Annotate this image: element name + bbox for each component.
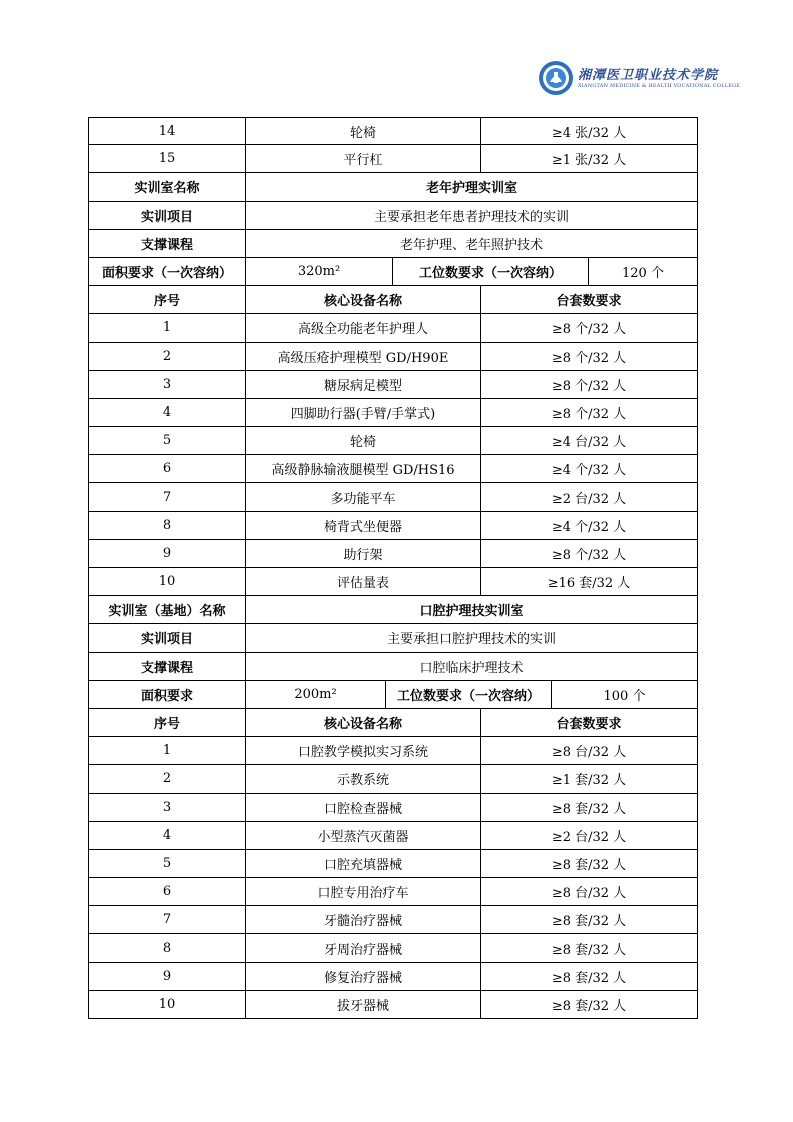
equipment-name: 拔牙器械: [246, 991, 481, 1018]
equipment-quantity: ≥4 台/32 人: [551, 435, 627, 451]
equipment-name: 牙周治疗器械: [246, 934, 481, 961]
lab-name-row: [88, 173, 698, 201]
table-row: [88, 512, 698, 540]
lab-area-row: [88, 258, 698, 286]
equipment-quantity: ≥8 台/32 人: [551, 745, 627, 761]
row-number: 4: [89, 399, 246, 426]
equipment-quantity: ≥8 个/32 人: [551, 322, 627, 338]
equipment-quantity: ≥8 套/32 人: [551, 942, 627, 958]
equipment-name: 高级全功能老年护理人: [246, 314, 481, 341]
row-number: 8: [89, 512, 246, 539]
equipment-quantity: ≥8 个/32 人: [551, 350, 627, 366]
equipment-name: 糖尿病足模型: [246, 371, 481, 398]
college-name-cn: 湘潭医卫职业技术学院: [578, 68, 719, 83]
table-row: [88, 906, 698, 934]
equipment-name: 口腔充填器械: [246, 850, 481, 877]
table-row: [88, 850, 698, 878]
row-number: 5: [89, 427, 246, 454]
equipment-name: 示教系统: [246, 765, 481, 792]
lab-course-label: 支撑课程: [89, 230, 246, 257]
lab-project-label: 实训项目: [89, 202, 246, 229]
table-row: [88, 540, 698, 568]
equipment-name: 轮椅: [246, 118, 481, 144]
table-row: [88, 568, 698, 596]
equipment-quantity: ≥1 套/32 人: [551, 773, 627, 789]
lab-name-value: 口腔护理技实训室: [419, 604, 524, 620]
lab-project-label: 实训项目: [89, 624, 246, 651]
row-number: 10: [89, 991, 246, 1018]
row-number: 7: [89, 906, 246, 933]
table-row: [88, 117, 698, 145]
row-number: 9: [89, 963, 246, 990]
table-row: [88, 343, 698, 371]
table-row: [88, 822, 698, 850]
equipment-name: 牙髓治疗器械: [246, 906, 481, 933]
equipment-quantity: ≥8 套/32 人: [551, 801, 627, 817]
row-number: 7: [89, 483, 246, 510]
equipment-quantity: ≥4 个/32 人: [551, 519, 627, 535]
equipment-quantity: ≥8 套/32 人: [551, 857, 627, 873]
lab-area-value: 320m²: [246, 258, 393, 285]
lab-course-row: [88, 653, 698, 681]
equipment-name: 高级静脉输液腿模型 GD/HS16: [246, 455, 481, 482]
equipment-quantity: ≥4 个/32 人: [551, 463, 627, 479]
lab-course-label: 支撑课程: [89, 653, 246, 680]
equipment-table: [88, 117, 698, 1019]
row-number: 10: [89, 568, 246, 595]
table-row: [88, 878, 698, 906]
table-row: [88, 963, 698, 991]
equipment-quantity: ≥8 个/32 人: [551, 406, 627, 422]
table-row: [88, 399, 698, 427]
row-number: 14: [89, 118, 246, 144]
equipment-quantity: ≥2 台/32 人: [551, 491, 627, 507]
equipment-quantity: ≥2 台/32 人: [551, 829, 627, 845]
row-number: 2: [89, 343, 246, 370]
table-header-row: [88, 286, 698, 314]
college-seal-icon: [538, 60, 574, 96]
table-row: [88, 991, 698, 1019]
equipment-quantity: ≥8 套/32 人: [551, 914, 627, 930]
row-number: 5: [89, 850, 246, 877]
table-row: [88, 934, 698, 962]
column-header-no: 序号: [89, 286, 246, 313]
equipment-quantity: ≥8 个/32 人: [551, 378, 627, 394]
equipment-name: 口腔检查器械: [246, 794, 481, 821]
equipment-name: 多功能平车: [246, 483, 481, 510]
row-number: 1: [89, 314, 246, 341]
equipment-name: 修复治疗器械: [246, 963, 481, 990]
equipment-name: 四脚助行器(手臂/手掌式): [246, 399, 481, 426]
college-logo: [538, 58, 741, 100]
row-number: 1: [89, 737, 246, 764]
row-number: 4: [89, 822, 246, 849]
equipment-name: 平行杠: [246, 145, 481, 172]
lab-station-label: 工位数要求（一次容纳）: [386, 681, 552, 708]
lab-area-label: 面积要求（一次容纳）: [89, 258, 246, 285]
equipment-name: 口腔教学模拟实习系统: [246, 737, 481, 764]
lab-station-label: 工位数要求（一次容纳）: [393, 258, 589, 285]
table-row: [88, 371, 698, 399]
equipment-quantity: ≥8 套/32 人: [551, 998, 627, 1014]
equipment-quantity: ≥16 套/32 人: [547, 576, 631, 592]
lab-project-value: 主要承担口腔护理技术的实训: [386, 632, 556, 648]
equipment-name: 椅背式坐便器: [246, 512, 481, 539]
equipment-name: 评估量表: [246, 568, 481, 595]
lab-area-row: [88, 681, 698, 709]
lab-name-label: 实训室（基地）名称: [89, 596, 246, 623]
table-row: [88, 145, 698, 173]
lab-area-label: 面积要求: [89, 681, 246, 708]
lab-course-row: [88, 230, 698, 258]
table-row: [88, 765, 698, 793]
table-row: [88, 483, 698, 511]
equipment-quantity: ≥1 张/32 人: [551, 153, 627, 169]
row-number: 8: [89, 934, 246, 961]
equipment-name: 口腔专用治疗车: [246, 878, 481, 905]
lab-course-value: 老年护理、老年照护技术: [399, 237, 543, 253]
row-number: 2: [89, 765, 246, 792]
equipment-name: 助行架: [246, 540, 481, 567]
column-header-no: 序号: [89, 709, 246, 736]
lab-project-row: [88, 624, 698, 652]
row-number: 3: [89, 371, 246, 398]
table-row: [88, 427, 698, 455]
column-header-name: 核心设备名称: [246, 286, 481, 313]
equipment-quantity: ≥8 个/32 人: [551, 547, 627, 563]
table-row: [88, 794, 698, 822]
lab-project-row: [88, 202, 698, 230]
lab-name-row: [88, 596, 698, 624]
lab-project-value: 主要承担老年患者护理技术的实训: [373, 209, 569, 225]
row-number: 9: [89, 540, 246, 567]
table-header-row: [88, 709, 698, 737]
row-number: 6: [89, 455, 246, 482]
equipment-name: 小型蒸汽灭菌器: [246, 822, 481, 849]
lab-name-value: 老年护理实训室: [425, 181, 517, 197]
column-header-qty: 台套数要求: [556, 294, 622, 310]
lab-station-value: 120 个: [622, 266, 664, 282]
table-row: [88, 455, 698, 483]
column-header-qty: 台套数要求: [556, 717, 622, 733]
lab-course-value: 口腔临床护理技术: [419, 660, 524, 676]
equipment-name: 高级压疮护理模型 GD/H90E: [246, 343, 481, 370]
table-row: [88, 314, 698, 342]
table-row: [88, 737, 698, 765]
column-header-name: 核心设备名称: [246, 709, 481, 736]
lab-station-value: 100 个: [603, 688, 646, 704]
equipment-name: 轮椅: [246, 427, 481, 454]
lab-name-label: 实训室名称: [89, 173, 246, 200]
row-number: 3: [89, 794, 246, 821]
lab-area-value: 200m²: [246, 681, 386, 708]
row-number: 6: [89, 878, 246, 905]
equipment-quantity: ≥8 台/32 人: [551, 886, 627, 902]
college-name-en: XIANGTAN MEDICINE & HEALTH VOCATIONAL COLLEGE: [578, 83, 741, 89]
equipment-quantity: ≥4 张/32 人: [551, 125, 627, 141]
equipment-quantity: ≥8 套/32 人: [551, 970, 627, 986]
row-number: 15: [89, 145, 246, 172]
